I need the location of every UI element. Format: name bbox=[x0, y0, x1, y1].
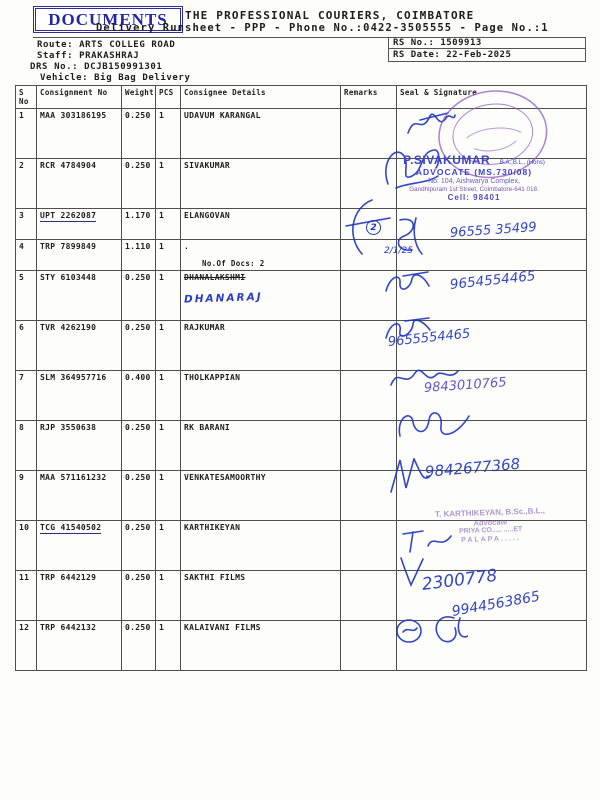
table-row bbox=[16, 571, 587, 621]
table-row bbox=[16, 621, 587, 671]
weight-cell: 0.400 bbox=[122, 371, 156, 421]
stamp-designation: ADVOCATE (MS.730/08) bbox=[415, 167, 533, 178]
col-header-consignment: Consignment No bbox=[37, 86, 122, 109]
table-header-row bbox=[16, 86, 587, 109]
weight-cell: 0.250 bbox=[122, 109, 156, 159]
weight-cell: 0.250 bbox=[122, 471, 156, 521]
seal-signature-cell bbox=[397, 159, 587, 209]
consignee-cell bbox=[181, 271, 341, 321]
consignment-cell: MAA 303186195 bbox=[37, 109, 122, 159]
remarks-cell bbox=[341, 109, 397, 159]
seal-signature-cell bbox=[397, 109, 587, 159]
consignment-cell bbox=[37, 209, 122, 240]
stamp-address-2: PALAPA..... bbox=[461, 535, 521, 545]
vehicle-line: Vehicle: Big Bag Delivery bbox=[40, 73, 191, 83]
seal-signature-cell bbox=[397, 471, 587, 521]
remarks-cell bbox=[341, 209, 397, 240]
docs-count-note: No.Of Docs: 2 bbox=[202, 259, 265, 268]
remarks-cell bbox=[341, 321, 397, 371]
sno-cell: 12 bbox=[16, 621, 37, 671]
stamp-address-1: PRIYA CO..... .....ET bbox=[458, 526, 523, 536]
consignee-cell: ELANGOVAN bbox=[181, 209, 341, 240]
handwritten-phone-row12: 9944563865 bbox=[450, 588, 542, 620]
consignment-cell: TRP 7899849 bbox=[37, 240, 122, 271]
col-header-seal: Seal & Signature bbox=[397, 86, 587, 109]
weight-cell: 0.250 bbox=[122, 621, 156, 671]
col-header-weight: Weight bbox=[122, 86, 156, 109]
remarks-cell bbox=[341, 271, 397, 321]
weight-cell: 0.250 bbox=[122, 421, 156, 471]
consignee-cell: RK BARANI bbox=[181, 421, 341, 471]
drs-no-line: DRS No.: DCJB150991301 bbox=[30, 62, 163, 72]
table-row bbox=[16, 521, 587, 571]
remarks-cell bbox=[341, 471, 397, 521]
circled-number-annotation: 2 bbox=[366, 220, 381, 235]
stamp-address-1: No: 104, Aishwarya Complex, bbox=[428, 178, 520, 186]
weight-cell: 0.250 bbox=[122, 571, 156, 621]
handwritten-phone-row9: 9842677368 bbox=[424, 454, 521, 481]
sno-cell: 11 bbox=[16, 571, 37, 621]
runsheet-table bbox=[15, 85, 587, 671]
handwritten-phone-row5: 9654554465 bbox=[449, 268, 537, 293]
handwritten-phone-row7: 9843010765 bbox=[423, 375, 508, 396]
remarks-cell bbox=[341, 521, 397, 571]
table-row bbox=[16, 209, 587, 240]
table-row bbox=[16, 421, 587, 471]
rs-no: RS No.: 1509913 bbox=[389, 37, 585, 49]
table-row bbox=[16, 321, 587, 371]
consignment-cell: TRP 6442129 bbox=[37, 571, 122, 621]
staff-line: Staff: PRAKASHRAJ bbox=[37, 51, 140, 61]
col-header-sno: S No bbox=[16, 86, 37, 109]
remarks-cell bbox=[341, 371, 397, 421]
table-row bbox=[16, 159, 587, 209]
col-header-remarks: Remarks bbox=[341, 86, 397, 109]
sno-cell: 7 bbox=[16, 371, 37, 421]
pcs-cell: 1 bbox=[156, 371, 181, 421]
remarks-cell bbox=[341, 621, 397, 671]
col-header-consignee: Consignee Details bbox=[181, 86, 341, 109]
remarks-cell bbox=[341, 571, 397, 621]
pcs-cell: 1 bbox=[156, 621, 181, 671]
weight-cell: 1.170 bbox=[122, 209, 156, 240]
consignee-cell: THOLKAPPIAN bbox=[181, 371, 341, 421]
page-title: THE PROFESSIONAL COURIERS, COIMBATORE bbox=[185, 9, 475, 22]
remarks-cell bbox=[341, 421, 397, 471]
consignment-cell: RCR 4784904 bbox=[37, 159, 122, 209]
rs-date: RS Date: 22-Feb-2025 bbox=[393, 50, 512, 60]
sno-cell: 6 bbox=[16, 321, 37, 371]
table-row bbox=[16, 471, 587, 521]
table-row bbox=[16, 271, 587, 321]
stamp-qualifications: B.A.,B.L., (Hons) bbox=[499, 160, 545, 166]
seal-signature-cell bbox=[397, 209, 587, 240]
consignee-cell bbox=[181, 240, 341, 271]
sno-cell: 5 bbox=[16, 271, 37, 321]
page-subtitle: Delivery Runsheet - PPP - Phone No.:0422-3505555 - Page No.:1 bbox=[96, 22, 549, 34]
struck-consignee-text: DHANALAKSHMI bbox=[184, 273, 246, 282]
seal-signature-cell bbox=[397, 240, 587, 271]
remarks-cell bbox=[341, 159, 397, 209]
consignee-cell: SIVAKUMAR bbox=[181, 159, 341, 209]
seal-signature-cell bbox=[397, 621, 587, 671]
sno-cell: 8 bbox=[16, 421, 37, 471]
sno-cell: 9 bbox=[16, 471, 37, 521]
table-row bbox=[16, 371, 587, 421]
consignment-cell: RJP 3550638 bbox=[37, 421, 122, 471]
handwritten-phone-row4: 96555 35499 bbox=[449, 219, 538, 241]
pcs-cell: 1 bbox=[156, 159, 181, 209]
pcs-cell: 1 bbox=[156, 571, 181, 621]
weight-cell: 0.250 bbox=[122, 159, 156, 209]
pcs-cell: 1 bbox=[156, 271, 181, 321]
sno-cell: 4 bbox=[16, 240, 37, 271]
pcs-cell: 1 bbox=[156, 471, 181, 521]
stamp-phone: Cell: 98401 bbox=[447, 193, 501, 203]
col-header-pcs: PCS bbox=[156, 86, 181, 109]
rs-info-box bbox=[388, 37, 586, 62]
documents-logo-text: DOCUMENTS bbox=[48, 9, 168, 29]
pcs-cell: 1 bbox=[156, 421, 181, 471]
weight-cell: 1.110 bbox=[122, 240, 156, 271]
consignment-cell: TVR 4262190 bbox=[37, 321, 122, 371]
table-row bbox=[16, 109, 587, 159]
consignment-cell: TRP 6442132 bbox=[37, 621, 122, 671]
handwritten-number-row11: 2300778 bbox=[420, 565, 499, 595]
underlined-consignment: TCG 41540502 bbox=[40, 523, 102, 532]
stamp-designation: Advocate bbox=[473, 517, 508, 528]
pcs-cell: 1 bbox=[156, 109, 181, 159]
seal-signature-cell bbox=[397, 271, 587, 321]
seal-signature-cell bbox=[397, 321, 587, 371]
seal-signature-cell bbox=[397, 421, 587, 471]
consignee-cell: UDAVUM KARANGAL bbox=[181, 109, 341, 159]
weight-cell: 0.250 bbox=[122, 521, 156, 571]
consignee-cell: KARTHIKEYAN bbox=[181, 521, 341, 571]
seal-signature-cell bbox=[397, 371, 587, 421]
route-line: Route: ARTS COLLEG ROAD bbox=[37, 40, 176, 50]
weight-cell: 0.250 bbox=[122, 321, 156, 371]
underlined-consignment: UPT 2262087 bbox=[40, 211, 97, 220]
sno-cell: 10 bbox=[16, 521, 37, 571]
consignment-cell: STY 6103448 bbox=[37, 271, 122, 321]
consignment-cell: MAA 571161232 bbox=[37, 471, 122, 521]
consignee-cell: RAJKUMAR bbox=[181, 321, 341, 371]
weight-cell: 0.250 bbox=[122, 271, 156, 321]
pcs-cell: 1 bbox=[156, 521, 181, 571]
consignee-cell: SAKTHI FILMS bbox=[181, 571, 341, 621]
handwritten-date: 2/1/25 bbox=[384, 246, 413, 256]
stamp-address-2: Gandhipuram 1st Street, Coimbatore-641 018. bbox=[409, 186, 539, 194]
pcs-cell: 1 bbox=[156, 240, 181, 271]
consignment-cell: SLM 364957716 bbox=[37, 371, 122, 421]
table-row bbox=[16, 240, 587, 271]
seal-signature-cell bbox=[397, 521, 587, 571]
seal-signature-cell bbox=[397, 571, 587, 621]
handwritten-phone-row6: 9655554465 bbox=[387, 326, 472, 350]
sno-cell: 2 bbox=[16, 159, 37, 209]
stamp-name: T. KARTHIKEYAN, B.Sc.,B.L., bbox=[434, 506, 546, 519]
consignee-text: . bbox=[184, 242, 190, 251]
handwritten-consignee-correction: DHANARAJ bbox=[183, 290, 263, 306]
pcs-cell: 1 bbox=[156, 209, 181, 240]
consignee-cell: VENKATESAMOORTHY bbox=[181, 471, 341, 521]
sno-cell: 3 bbox=[16, 209, 37, 240]
pcs-cell: 1 bbox=[156, 321, 181, 371]
consignee-cell: KALAIVANI FILMS bbox=[181, 621, 341, 671]
stamp-name: P.SIVAKUMAR bbox=[403, 153, 491, 167]
sno-cell: 1 bbox=[16, 109, 37, 159]
remarks-cell bbox=[341, 240, 397, 271]
consignment-cell bbox=[37, 521, 122, 571]
